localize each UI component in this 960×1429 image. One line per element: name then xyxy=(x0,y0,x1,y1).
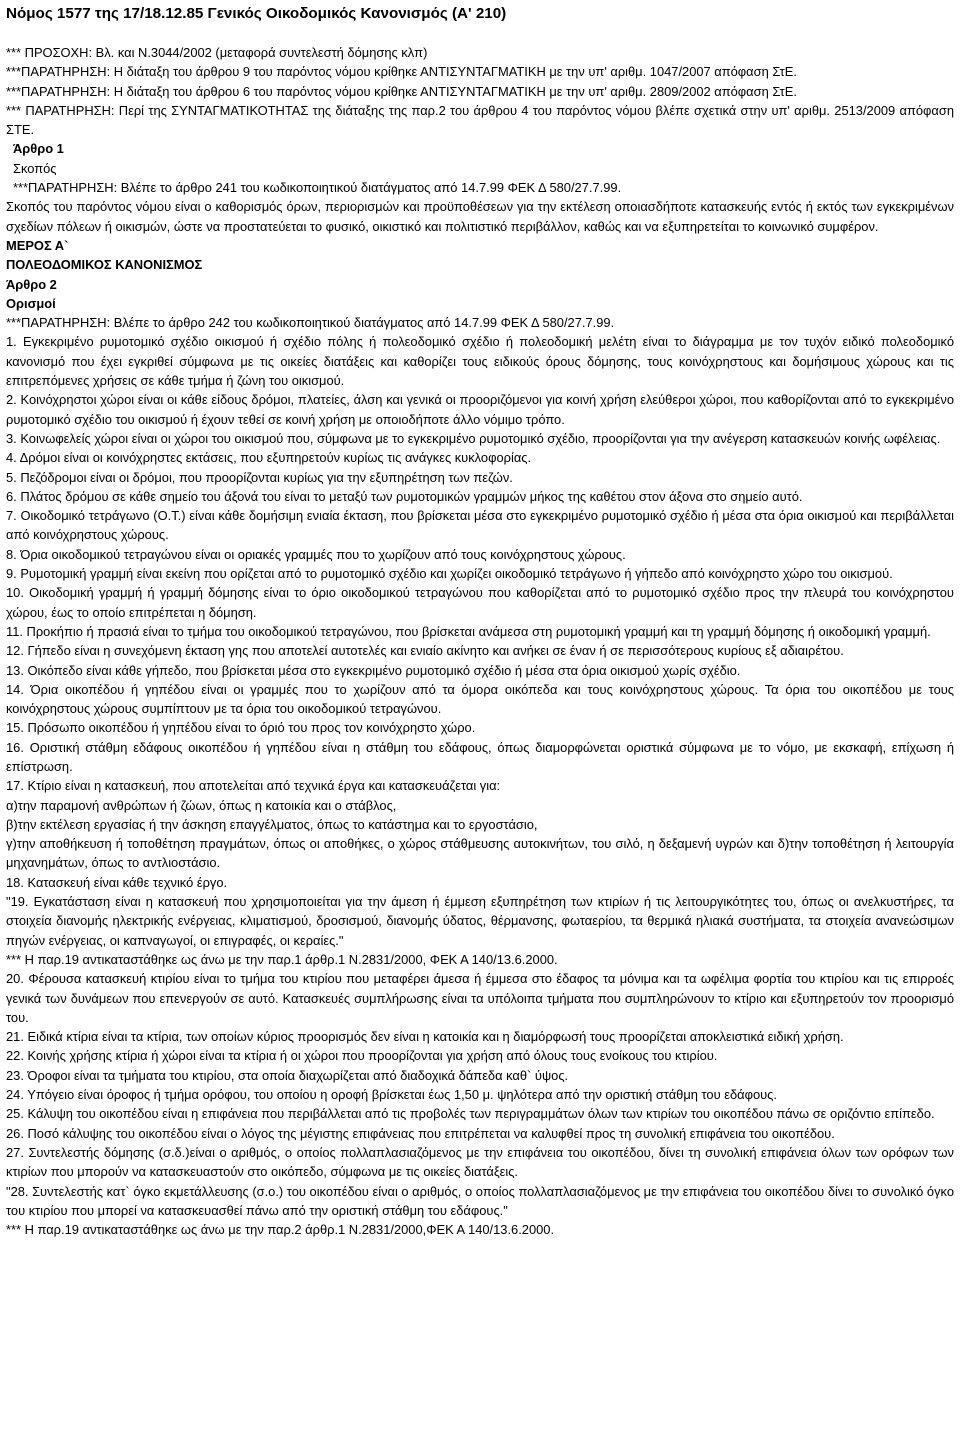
paragraph: 5. Πεζόδρομοι είναι οι δρόμοι, που προορίζονται κυρίως για την εξυπηρέτηση των πεζών. xyxy=(6,469,513,485)
paragraph: 17. Κτίριο είναι η κατασκευή, που αποτελείται από τεχνικά έργα και κατασκευάζεται για: xyxy=(6,778,501,794)
paragraph: 15. Πρόσωπο οικοπέδου ή γηπέδου είναι το όριό του προς τον κοινόχρηστο χώρο. xyxy=(6,720,476,736)
paragraph: *** ΠΡΟΣΟΧΗ: Βλ. και Ν.3044/2002 (μεταφορά συντελεστή δόμησης κλπ) xyxy=(6,45,428,60)
paragraph: ***ΠΑΡΑΤΗΡΗΣΗ: Βλέπε το άρθρο 242 του κωδικοποιητικού διατάγματος από 14.7.99 ΦΕΚ Δ 580/27.7.99. xyxy=(6,315,615,331)
paragraph: 2. Κοινόχρηστοι χώροι είναι οι κάθε είδους δρόμοι, πλατείες, άλση και γενικά οι προοριζόμενοι για κοινή χρήση ελεύθεροι χώροι, που καθορίζονται από το εγκεκριμένο ρυμοτομικό σχέδιο του οικισμού ή έχουν τεθεί σε κοινή χρήση με οποιοδήποτε άλλο νόμιμο τρόπο. xyxy=(6,392,954,427)
paragraph: γ)την αποθήκευση ή τοποθέτηση πραγμάτων, όπως οι αποθήκες, ο χώρος στάθμευσης αυτοκινήτων, του σιλό, η δεξαμενή υγρών και δ)την τοποθέτηση ή λειτουργία μηχανημάτων, όπως το αντλιοστάσιο. xyxy=(6,836,954,871)
paragraph: 22. Κοινής χρήσης κτίρια ή χώροι είναι τα κτίρια ή οι χώροι που προορίζονται για χρήση από όλους τους ενοίκους του κτιρίου. xyxy=(6,1048,718,1064)
paragraph: 18. Κατασκευή είναι κάθε τεχνικό έργο. xyxy=(6,874,228,890)
section-heading: ΠΟΛΕΟΔΟΜΙΚΟΣ ΚΑΝΟΝΙΣΜΟΣ xyxy=(6,257,203,273)
section-heading: ΜΕΡΟΣ Α` xyxy=(6,237,69,253)
paragraph: 4. Δρόμοι είναι οι κοινόχρηστες εκτάσεις, που εξυπηρετούν κυρίως τις ανάγκες κυκλοφορίας. xyxy=(6,450,532,466)
paragraph: 20. Φέρουσα κατασκευή κτιρίου είναι το τμήμα του κτιρίου που μεταφέρει άμεσα ή έμμεσα στο έδαφος τα μόνιμα και τα ωφέλιμα φορτία του κτιρίου και τις επιρροές γενικά των δυνάμεων που επενεργούν σε αυτό. Κατασκευές συμπλήρωσης είναι τα υπόλοιπα τμήματα που συμπληρώνουν το κτίριο και εξυπηρετούν τον προορισμό του. xyxy=(6,971,954,1025)
paragraph: 3. Κοινωφελείς χώροι είναι οι χώροι του οικισμού που, σύμφωνα με το εγκεκριμένο ρυμοτομικό σχέδιο, προορίζονται για την ανέγερση κατασκευών κοινής ωφέλειας. xyxy=(6,430,941,446)
paragraph: "28. Συντελεστής κατ` όγκο εκμετάλλευσης (σ.ο.) του οικοπέδου είναι ο αριθμός, ο οποίος πολλαπλασιαζόμενος με την επιφάνεια του οικοπέδου δίνει το συνολικό όγκο του κτιρίου που μπορεί να κατασκευασθεί πάνω από την οριστική στάθμη του εδάφους." xyxy=(6,1183,954,1218)
paragraph: 25. Κάλυψη του οικοπέδου είναι η επιφάνεια που περιβάλλεται από τις προβολές των περιγραμμάτων όλων των κτιρίων του οικοπέδου πάνω σε οριζόντιο επίπεδο. xyxy=(6,1106,935,1122)
paragraph: ***ΠΑΡΑΤΗΡΗΣΗ: Η διάταξη του άρθρου 6 του παρόντος νόμου κρίθηκε ΑΝΤΙΣΥΝΤΑΓΜΑΤΙΚΗ με την υπ' αριθμ. 2809/2002 απόφαση ΣτΕ. xyxy=(6,83,797,99)
section-heading: Άρθρο 2 xyxy=(6,276,57,292)
paragraph: "19. Εγκατάσταση είναι η κατασκευή που χρησιμοποιείται για την άμεση ή έμμεση εξυπηρέτηση των κτιρίων ή τις λειτουργικότητες του, όπως οι ανελκυστήρες, τα στοιχεία διανομής ηλεκτρικής ενέργειας, κλιματισμού, δροσισμού, διανομής ύδατος, θέρμανσης, φωταερίου, τα θερμικά ηλιακά συστήματα, τα στοιχεία ανανεώσιμων πηγών ενέργειας, οι καπναγωγοί, οι επιγραφές, οι κεραίες." xyxy=(6,894,954,948)
paragraph: 14. Όρια οικοπέδου ή γηπέδου είναι οι γραμμές που το χωρίζουν από τα όμορα οικόπεδα και τους κοινόχρηστους χώρους. Τα όρια του οικοπέδου με τους κοινόχρηστους χώρους συμπίπτουν με τα όρια του οικοδομικού τετραγώνου. xyxy=(6,681,954,717)
paragraph: 21. Ειδικά κτίρια είναι τα κτίρια, των οποίων κύριος προορισμός δεν είναι η κατοικία και η διαμόρφωσή τους προορίζεται αποκλειστικά ειδική χρήση. xyxy=(6,1029,844,1045)
paragraph: 6. Πλάτος δρόμου σε κάθε σημείο του άξονά του είναι το μεταξύ των ρυμοτομικών γραμμών μήκος της καθέτου στον άξονα στο σημείο αυτό. xyxy=(6,488,803,504)
paragraph: 12. Γήπεδο είναι η συνεχόμενη έκταση γης που αποτελεί αυτοτελές και ενιαίο ακίνητο και ανήκει σε έναν ή σε περισσότερους κυρίους εξ αδιαιρέτου. xyxy=(6,643,844,659)
paragraph: 1. Εγκεκριμένο ρυμοτομικό σχέδιο οικισμού ή σχέδιο πόλης ή πολεοδομικό σχέδιο ή πολεοδομική μελέτη είναι το διάγραμμα με τον τυχόν ειδικό πολεοδομικό κανονισμό που έχει εγκριθεί σύμφωνα με τις οικείες διατάξεις και καθορίζει τους ειδικούς όρους δόμησης, τους κοινόχρηστους και δομήσιμους χώρους και τις επιτρεπόμενες χρήσεις σε κάθε τμήμα ή ζώνη του οικισμού. xyxy=(6,334,954,389)
paragraph: 27. Συντελεστής δόμησης (σ.δ.)είναι ο αριθμός, ο οποίος πολλαπλασιαζόμενος με την επιφάνεια του οικοπέδου, δίνει τη συνολική επιφάνεια όλων των ορόφων των κτιρίων που μπορούν να κατασκευαστούν στο οικόπεδο, σύμφωνα με τις οικείες διατάξεις. xyxy=(6,1144,954,1180)
paragraph: 24. Υπόγειο είναι όροφος ή τμήμα ορόφου, του οποίου η οροφή βρίσκεται έως 1,50 μ. ψηλότερα από την οριστική στάθμη του εδάφους. xyxy=(6,1087,777,1103)
paragraph: ***ΠΑΡΑΤΗΡΗΣΗ: Η διάταξη του άρθρου 9 του παρόντος νόμου κρίθηκε ΑΝΤΙΣΥΝΤΑΓΜΑΤΙΚΗ με την υπ' αριθμ. 1047/2007 απόφαση ΣτΕ. xyxy=(6,64,797,80)
paragraph: 7. Οικοδομικό τετράγωνο (Ο.Τ.) είναι κάθε δομήσιμη ενιαία έκταση, που βρίσκεται μέσα στο εγκεκριμένο ρυμοτομικό σχέδιο ή μέσα στα όρια οικισμού και περιβάλλεται από κοινόχρηστους χώρους. xyxy=(6,508,954,543)
paragraph: Σκοπός xyxy=(13,160,57,176)
paragraph: β)την εκτέλεση εργασίας ή την άσκηση επαγγέλματος, όπως το κατάστημα και το εργοστάσιο, xyxy=(6,816,538,832)
paragraph: 13. Οικόπεδο είναι κάθε γήπεδο, που βρίσκεται μέσα στο εγκεκριμένο ρυμοτομικό σχέδιο ή μέσα στα όρια οικισμού χωρίς σχέδιο. xyxy=(6,662,741,678)
paragraph: ***ΠΑΡΑΤΗΡΗΣΗ: Βλέπε το άρθρο 241 του κωδικοποιητικού διατάγματος από 14.7.99 ΦΕΚ Δ 580/27.7.99. xyxy=(13,180,622,196)
paragraph: Σκοπός του παρόντος νόμου είναι ο καθορισμός όρων, περιορισμών και προϋποθέσεων για την εκτέλεση οποιασδήποτε κατασκευής εντός ή εκτός των εγκεκριμένων σχεδίων πόλεων ή οικισμών, ώστε να προστατεύεται το φυσικό, οικιστικό και πολιτιστικό περιβάλλον, καθώς και να εξυπηρετείται το κοινωνικό συμφέρον. xyxy=(6,199,954,234)
paragraph: 23. Όροφοι είναι τα τμήματα του κτιρίου, στα οποία διαχωρίζεται από διαδοχικά δάπεδα καθ` ύψος. xyxy=(6,1067,569,1083)
paragraph: *** Η παρ.19 αντικαταστάθηκε ως άνω με την παρ.1 άρθρ.1 Ν.2831/2000, ΦΕΚ Α 140/13.6.2000. xyxy=(6,951,558,967)
paragraph: α)την παραμονή ανθρώπων ή ζώων, όπως η κατοικία και ο στάβλος, xyxy=(6,797,397,813)
paragraph: 26. Ποσό κάλυψης του οικοπέδου είναι ο λόγος της μέγιστης επιφάνειας που επιτρέπεται να καλυφθεί προς τη συνολική επιφάνεια του οικοπέδου. xyxy=(6,1125,835,1141)
paragraph: *** Η παρ.19 αντικαταστάθηκε ως άνω με την παρ.2 άρθρ.1 Ν.2831/2000,ΦΕΚ Α 140/13.6.2000. xyxy=(6,1222,555,1238)
paragraph: *** ΠΑΡΑΤΗΡΗΣΗ: Περί της ΣΥΝΤΑΓΜΑΤΙΚΟΤΗΤΑΣ της διάταξης της παρ.2 του άρθρου 4 του παρόντος νόμου βλέπε σχετικά στην υπ' αριθμ. 2513/2009 απόφαση ΣΤΕ. xyxy=(6,102,954,138)
paragraph: 10. Οικοδομική γραμμή ή γραμμή δόμησης είναι το όριο οικοδομικού τετραγώνου που καθορίζεται από το ρυμοτομικό σχέδιο προς την πλευρά του κοινόχρηστου χώρου, έως το οποίο επιτρέπεται η δόμηση. xyxy=(6,585,954,620)
document-title: Νόμος 1577 της 17/18.12.85 Γενικός Οικοδομικός Κανονισμός (Α' 210) xyxy=(6,5,507,22)
paragraph: 16. Οριστική στάθμη εδάφους οικοπέδου ή γηπέδου είναι η στάθμη του εδάφους, όπως διαμορφώνεται οριστικά σύμφωνα με το νόμο, με εκσκαφή, επίχωση ή επίστρωση. xyxy=(6,739,954,774)
paragraph: 11. Προκήπιο ή πρασιά είναι το τμήμα του οικοδομικού τετραγώνου, που βρίσκεται ανάμεσα στη ρυμοτομική γραμμή και τη γραμμή δόμησης ή οικοδομική γραμμή. xyxy=(6,623,931,639)
document-body xyxy=(6,43,954,1239)
section-heading: Άρθρο 1 xyxy=(13,141,64,157)
paragraph: 8. Όρια οικοδομικού τετραγώνου είναι οι οριακές γραμμές που το χωρίζουν από τους κοινόχρηστους χώρους. xyxy=(6,546,626,562)
paragraph: 9. Ρυμοτομική γραμμή είναι εκείνη που ορίζεται από το ρυμοτομικό σχέδιο και χωρίζει οικοδομικό τετράγωνο ή γήπεδο από κοινόχρηστο χώρο του οικισμού. xyxy=(6,566,893,582)
section-heading: Ορισμοί xyxy=(6,295,56,311)
